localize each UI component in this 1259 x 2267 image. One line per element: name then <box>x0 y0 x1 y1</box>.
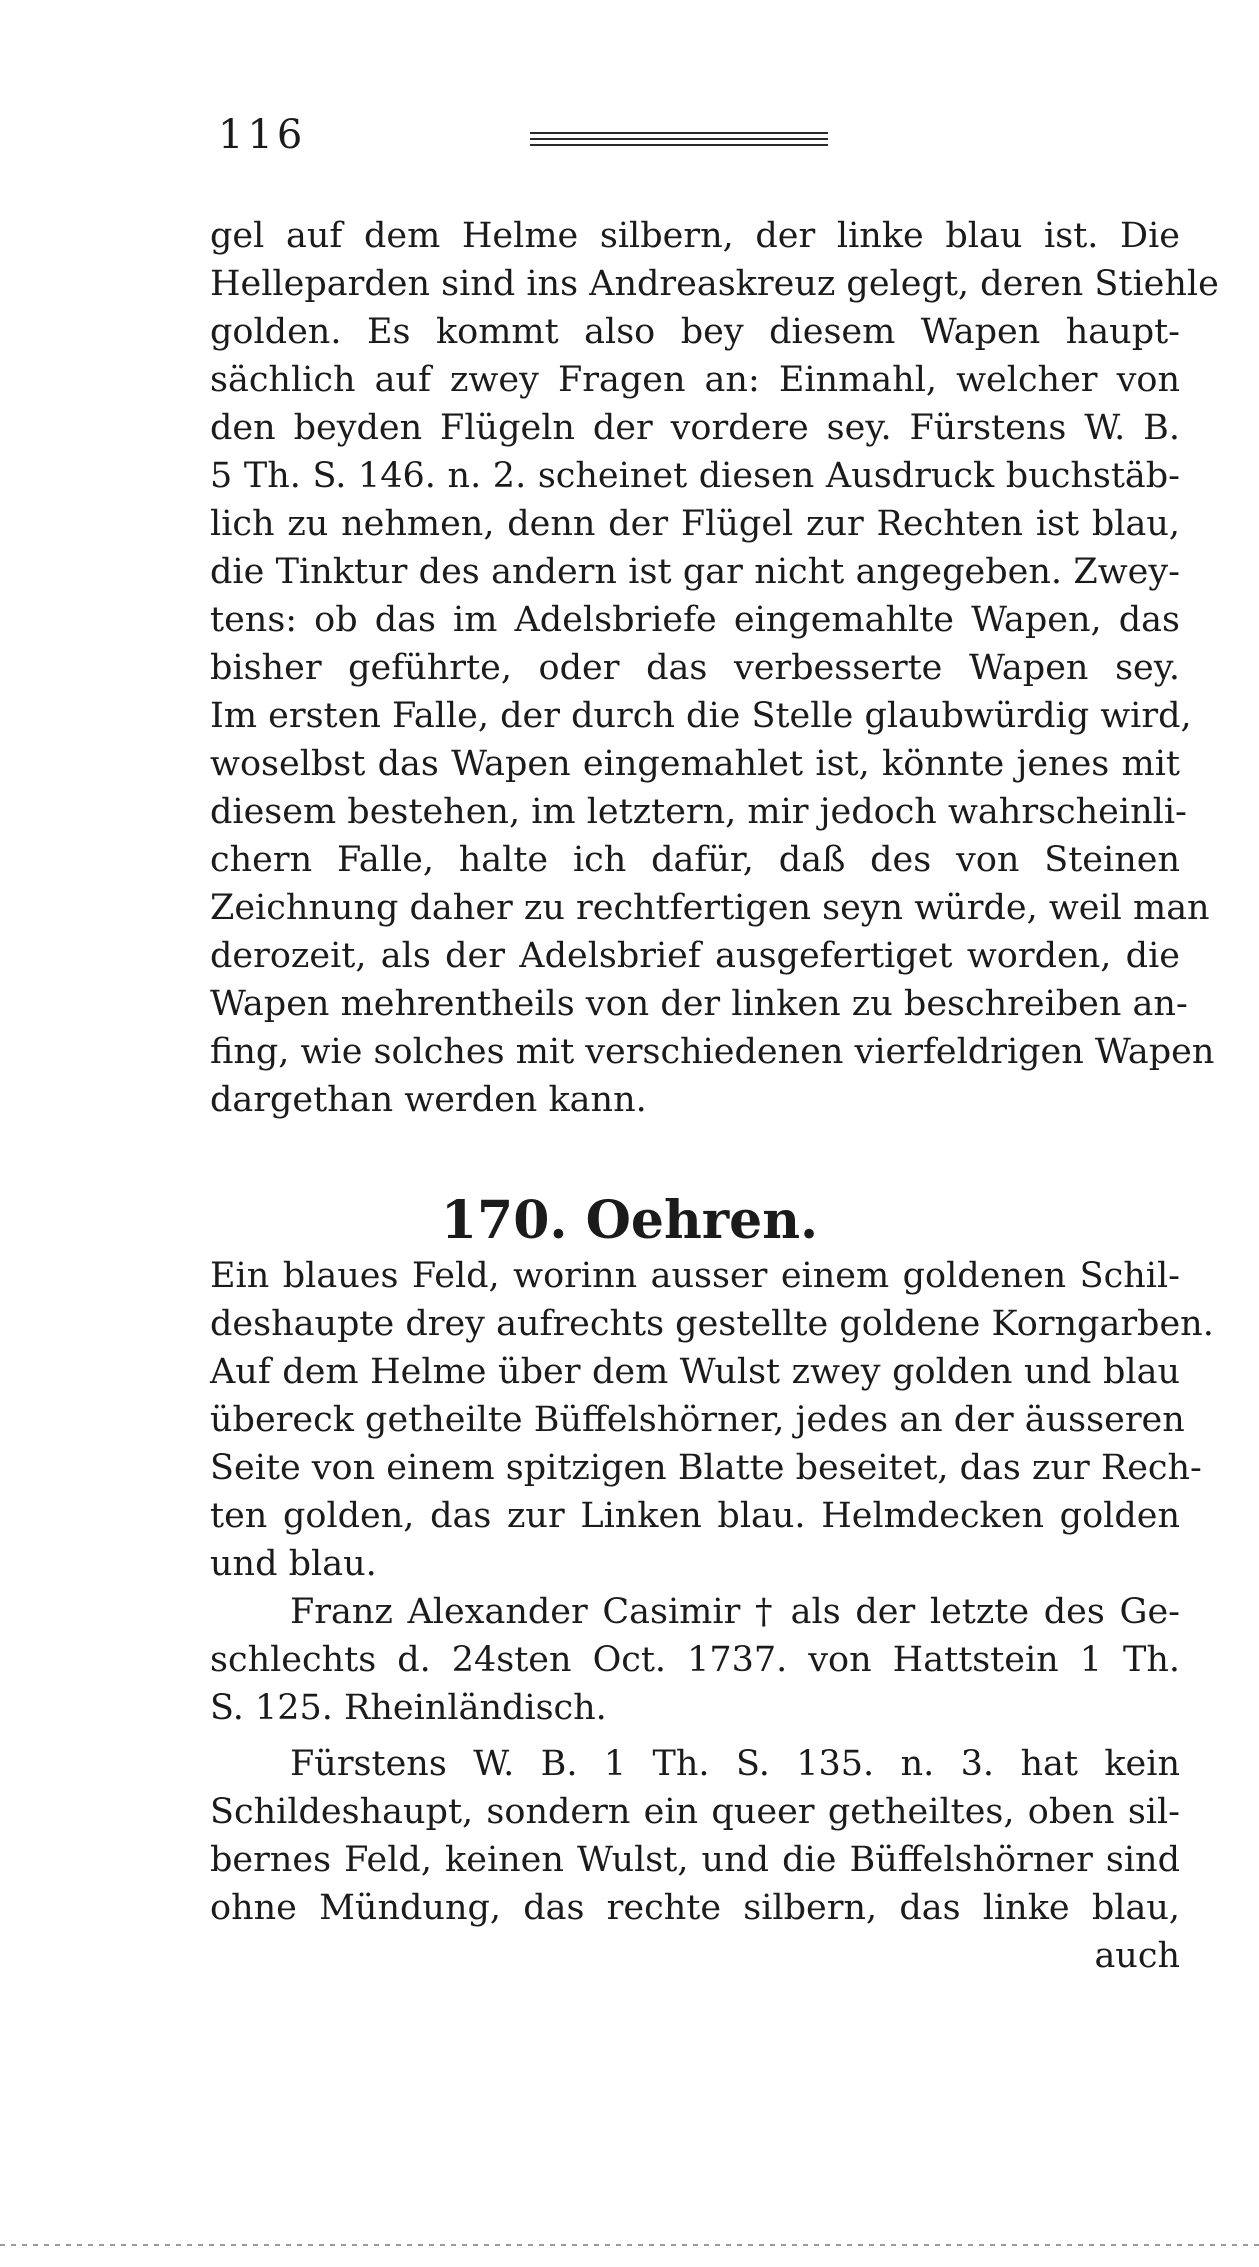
text-line: bisher geführte, oder das verbesserte Wapen sey. <box>210 648 1180 688</box>
paragraph-lineage <box>210 1588 1180 1732</box>
text-line: Im ersten Falle, der durch die Stelle glaubwürdig wird, <box>210 696 1192 736</box>
page-bottom-edge <box>0 2244 1259 2246</box>
text-line: Fürstens W. B. 1 Th. S. 135. n. 3. hat kein <box>290 1744 1180 1784</box>
text-line: Auf dem Helme über dem Wulst zwey golden und blau <box>210 1352 1180 1392</box>
text-line: Franz Alexander Casimir † als der letzte des Ge- <box>290 1592 1180 1632</box>
text-line: tens: ob das im Adelsbriefe eingemahlte Wapen, das <box>210 600 1180 640</box>
page-number: 116 <box>218 112 307 158</box>
text-line: ohne Mündung, das rechte silbern, das linke blau, <box>210 1888 1180 1928</box>
text-line: 5 Th. S. 146. n. 2. scheinet diesen Ausdruck buchstäb- <box>210 456 1180 496</box>
section-heading: 170. Oehren. <box>440 1190 819 1251</box>
paragraph-fuerstens-reference <box>210 1740 1180 1980</box>
text-line: dargethan werden kann. <box>210 1080 647 1120</box>
text-line: deshaupte drey aufrechts gestellte goldene Korngarben. <box>210 1304 1214 1344</box>
text-line: Seite von einem spitzigen Blatte beseitet, das zur Rech- <box>210 1448 1202 1488</box>
text-line: Ein blaues Feld, worinn ausser einem goldenen Schil- <box>210 1256 1180 1296</box>
text-line: Schildeshaupt, sondern ein queer getheiltes, oben sil- <box>210 1792 1180 1832</box>
paragraph-blazon <box>210 1252 1214 1588</box>
text-line: Wapen mehrentheils von der linken zu beschreiben an- <box>210 984 1188 1024</box>
text-line: golden. Es kommt also bey diesem Wapen haupt- <box>210 312 1180 352</box>
text-line: übereck getheilte Büffelshörner, jedes an der äusseren <box>210 1400 1185 1440</box>
header-rule <box>530 132 828 146</box>
text-line: fing, wie solches mit verschiedenen vierfeldrigen Wapen <box>210 1032 1215 1072</box>
text-line: die Tinktur des andern ist gar nicht angegeben. Zwey- <box>210 552 1180 592</box>
text-line: den beyden Flügeln der vordere sey. Fürstens W. B. <box>210 408 1180 448</box>
text-line: lich zu nehmen, denn der Flügel zur Rechten ist blau, <box>210 504 1180 544</box>
text-line: und blau. <box>210 1544 377 1584</box>
text-line: woselbst das Wapen eingemahlet ist, könnte jenes mit <box>210 744 1180 784</box>
text-line: gel auf dem Helme silbern, der linke blau ist. Die <box>210 216 1180 256</box>
text-line: derozeit, als der Adelsbrief ausgefertiget worden, die <box>210 936 1180 976</box>
text-line: sächlich auf zwey Fragen an: Einmahl, welcher von <box>210 360 1180 400</box>
text-line: Helleparden sind ins Andreaskreuz gelegt, deren Stiehle <box>210 264 1219 304</box>
text-line: S. 125. Rheinländisch. <box>210 1688 607 1728</box>
paragraph-wapen-discussion <box>210 212 1219 1124</box>
text-line: Zeichnung daher zu rechtfertigen seyn würde, weil man <box>210 888 1210 928</box>
text-line: ten golden, das zur Linken blau. Helmdecken golden <box>210 1496 1180 1536</box>
text-line: bernes Feld, keinen Wulst, und die Büffelshörner sind <box>210 1840 1180 1880</box>
text-line: schlechts d. 24sten Oct. 1737. von Hattstein 1 Th. <box>210 1640 1180 1680</box>
text-line: diesem bestehen, im letztern, mir jedoch wahrscheinli- <box>210 792 1187 832</box>
catchword: auch <box>1094 1936 1180 1976</box>
text-line: chern Falle, halte ich dafür, daß des von Steinen <box>210 840 1180 880</box>
